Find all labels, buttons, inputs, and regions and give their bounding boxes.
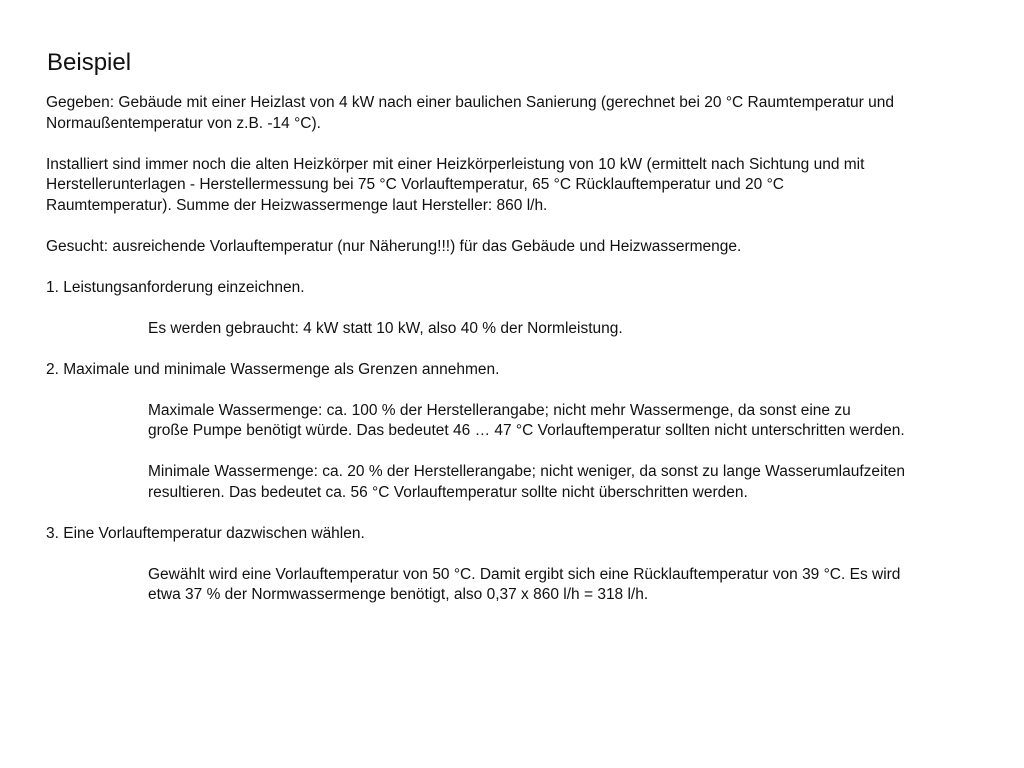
- step2-heading: 2. Maximale und minimale Wassermenge als Grenzen annehmen.: [46, 360, 500, 378]
- step3-detail: Gewählt wird eine Vorlauftemperatur von 50 °C. Damit ergibt sich eine Rücklauftemperatur von 39 °C. Es wird etwa 37 % der Normwassermenge benötigt, also 0,37 x 860 l/h = 318 l/h.: [148, 565, 901, 603]
- sought-paragraph: Gesucht: ausreichende Vorlauftemperatur (nur Näherung!!!) für das Gebäude und Heizwassermenge.: [46, 237, 742, 255]
- slide-body: [46, 93, 996, 626]
- step2-max-detail: Maximale Wassermenge: ca. 100 % der Herstellerangabe; nicht mehr Wassermenge, da sonst eine zu große Pumpe benötigt würde. Das bedeutet 46 … 47 °C Vorlauftemperatur sollten nicht unterschritten werden.: [148, 401, 905, 439]
- given-paragraph: Gegeben: Gebäude mit einer Heizlast von 4 kW nach einer baulichen Sanierung (gerechnet bei 20 °C Raumtemperatur und Normaußentemperatur von z.B. -14 °C).: [46, 94, 894, 132]
- slide-title: Beispiel: [47, 49, 132, 76]
- step1-heading: 1. Leistungsanforderung einzeichnen.: [46, 278, 305, 296]
- step1-detail: Es werden gebraucht: 4 kW statt 10 kW, also 40 % der Normleistung.: [148, 319, 623, 337]
- step2-min-detail: Minimale Wassermenge: ca. 20 % der Herstellerangabe; nicht weniger, da sonst zu lange Wasserumlaufzeiten resultieren. Das bedeutet ca. 56 °C Vorlauftemperatur sollte nicht überschritten werden.: [148, 463, 906, 501]
- step3-heading: 3. Eine Vorlauftemperatur dazwischen wählen.: [46, 524, 365, 542]
- installed-paragraph: Installiert sind immer noch die alten Heizkörper mit einer Heizkörperleistung von 10 kW (ermittelt nach Sichtung und mit Herstellerunterlagen - Herstellermessung bei 75 °C Vorlauftemperatur, 65 °C Rücklauftemperatur und 20 °C Raumtemperatur). Summe der Heizwassermenge laut Hersteller: 860 l/h.: [46, 155, 865, 214]
